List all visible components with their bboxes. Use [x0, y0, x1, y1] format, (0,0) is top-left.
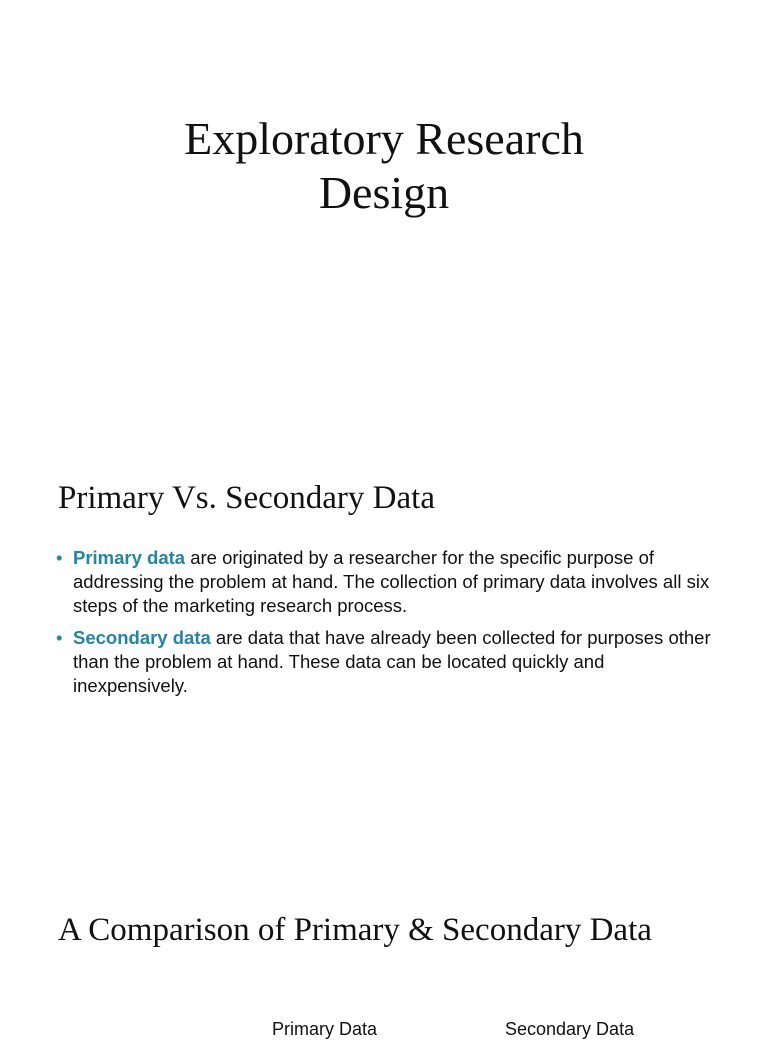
title-slide [0, 0, 768, 330]
term-primary-data: Primary data [73, 547, 186, 568]
bullet-text: are data that have already been collected for purposes other than the problem at hand. These data can be located quickly and inexpensively. [73, 627, 711, 696]
slide-heading: A Comparison of Primary & Secondary Data [58, 912, 652, 948]
bullet-item-primary [56, 546, 716, 618]
deck-title-line-1: Exploratory Research [184, 113, 584, 164]
deck-title [0, 112, 768, 220]
slide-heading: Primary Vs. Secondary Data [58, 480, 435, 516]
column-header-primary: Primary Data [272, 1019, 378, 1039]
bullet-marker: • [56, 547, 63, 568]
bullet-item-secondary [56, 626, 716, 698]
term-secondary-data: Secondary data [73, 627, 211, 648]
deck-title-line-2: Design [318, 167, 450, 218]
primary-vs-secondary-slide [0, 460, 768, 760]
comparison-slide [0, 900, 768, 1039]
column-header-secondary: Secondary Data [505, 1019, 635, 1039]
bullet-marker: • [56, 627, 63, 648]
comparison-table-header [0, 1016, 768, 1039]
bullet-list [56, 546, 716, 706]
bullet-text: are originated by a researcher for the specific purpose of addressing the problem at hand. The collection of primary data involves all six steps of the marketing research process. [73, 547, 710, 616]
